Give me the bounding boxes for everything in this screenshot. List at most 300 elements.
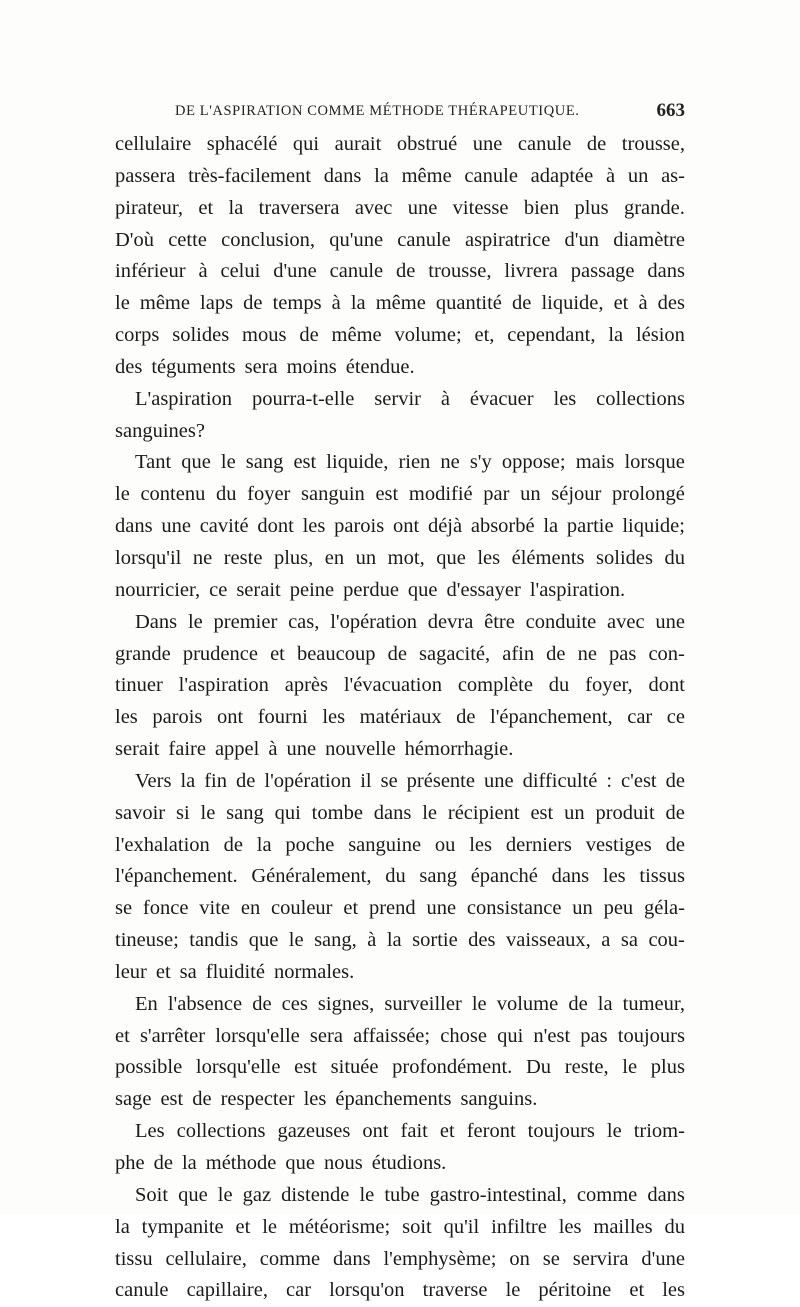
- word: normales.: [273, 960, 355, 983]
- word: est: [294, 1056, 317, 1079]
- word: tineuse;: [115, 929, 179, 952]
- word: mailles: [593, 1215, 653, 1238]
- word: de: [665, 833, 685, 856]
- word: infiltre: [491, 1215, 547, 1238]
- word: l'absence: [167, 992, 243, 1015]
- word: dans: [323, 164, 362, 187]
- word: sage: [115, 1088, 152, 1111]
- word: livrera: [504, 260, 558, 283]
- word: d'une: [641, 1247, 685, 1270]
- word: toujours: [527, 1120, 595, 1143]
- word: pourra-t-elle: [251, 387, 355, 410]
- word: et: [629, 1279, 645, 1302]
- word: de: [252, 992, 272, 1015]
- word: de: [665, 769, 685, 792]
- word: pirateur,: [115, 196, 184, 219]
- word: gastro-intestinal,: [429, 1183, 567, 1206]
- word: obstrué: [396, 133, 458, 155]
- word: prend: [368, 897, 416, 920]
- word: derniers: [505, 833, 572, 856]
- paragraph: [115, 1180, 685, 1307]
- text-line: [115, 384, 685, 416]
- word: sang: [226, 801, 264, 824]
- word: en: [240, 897, 261, 920]
- word: distende: [281, 1183, 350, 1206]
- word: de: [546, 642, 566, 665]
- text-line: [115, 256, 685, 288]
- word: et: [613, 292, 629, 315]
- word: à: [440, 387, 450, 410]
- word: du: [548, 674, 570, 697]
- word: grande.: [623, 196, 685, 219]
- word: appel: [214, 738, 260, 761]
- word: volume;: [394, 324, 462, 347]
- word: le: [115, 292, 130, 315]
- word: Vers: [135, 769, 172, 792]
- word: de: [512, 292, 532, 315]
- word: as-: [661, 164, 685, 187]
- word: le: [606, 1120, 622, 1143]
- text-line: [115, 607, 685, 639]
- word: si: [175, 801, 190, 824]
- word: que: [181, 451, 211, 474]
- word: faire: [168, 738, 206, 761]
- word: cas,: [288, 610, 320, 633]
- word: nous: [323, 1152, 363, 1174]
- text-line: [115, 479, 685, 511]
- word: prolongé: [612, 483, 685, 506]
- word: couleur: [271, 897, 333, 920]
- word: gaz: [242, 1183, 272, 1206]
- word: capillaire,: [186, 1279, 268, 1302]
- word: celui: [220, 260, 261, 283]
- word: et,: [474, 324, 495, 347]
- word: de: [223, 833, 243, 856]
- word: canule: [517, 133, 572, 155]
- word: c'est: [621, 769, 657, 792]
- word: un: [564, 801, 585, 824]
- text-line: [115, 352, 685, 384]
- word: :: [606, 769, 613, 792]
- paragraph: [115, 766, 685, 989]
- word: qu'il: [443, 1215, 480, 1238]
- text-line: [115, 288, 685, 320]
- word: il: [360, 769, 372, 792]
- word: que: [248, 929, 279, 952]
- word: ne: [192, 546, 213, 569]
- word: triom-: [633, 1120, 685, 1143]
- word: un: [355, 546, 377, 569]
- text-line: [115, 1052, 685, 1084]
- word: même: [401, 164, 452, 187]
- word: même: [331, 324, 382, 347]
- word: même: [375, 292, 426, 315]
- running-title: DE L'ASPIRATION COMME MÉTHODE THÉRAPEUTIQUE.: [175, 103, 580, 119]
- word: du: [215, 483, 237, 506]
- word: plus: [574, 196, 609, 219]
- word: sanguine: [348, 833, 422, 856]
- text-line: [115, 830, 685, 862]
- text-line: [115, 225, 685, 257]
- word: séjour: [551, 483, 602, 506]
- word: ou: [434, 833, 456, 856]
- word: être: [484, 610, 515, 633]
- text-line: [115, 575, 685, 607]
- word: savoir: [115, 801, 166, 824]
- text-line: [115, 702, 685, 734]
- word: méthode: [205, 1152, 277, 1174]
- word: du: [664, 1215, 685, 1238]
- word: peine: [289, 578, 335, 601]
- word: parois: [334, 515, 385, 538]
- word: située: [330, 1056, 379, 1079]
- text-line: [115, 1084, 685, 1116]
- word: et: [235, 1215, 251, 1238]
- text-line: [115, 1275, 685, 1307]
- word: dans: [115, 515, 153, 538]
- word: sang: [419, 865, 457, 888]
- word: les: [303, 1088, 327, 1111]
- body-text: [115, 129, 685, 1307]
- word: avec: [354, 196, 393, 219]
- word: respecter: [220, 1088, 295, 1111]
- word: beaucoup: [296, 642, 376, 665]
- word: oppose;: [501, 451, 566, 474]
- word: passage: [570, 260, 635, 283]
- word: à: [638, 292, 648, 315]
- paragraph: [115, 607, 685, 766]
- word: que: [436, 546, 466, 569]
- word: tympanite: [141, 1215, 224, 1238]
- text-line: [115, 1212, 685, 1244]
- word: solides: [172, 324, 230, 347]
- text-line: [115, 639, 685, 671]
- word: d'un: [564, 228, 599, 251]
- word: une: [472, 133, 503, 155]
- word: qui: [497, 1024, 524, 1047]
- text-line: [115, 925, 685, 957]
- word: sanguins.: [460, 1088, 538, 1111]
- word: dont: [257, 515, 294, 538]
- word: partie: [566, 515, 614, 538]
- word: l'opération: [330, 610, 417, 633]
- word: sera: [309, 1024, 343, 1047]
- word: la: [374, 164, 389, 187]
- page-number: 663: [656, 100, 685, 121]
- word: les: [553, 387, 577, 410]
- word: du: [664, 546, 685, 569]
- word: les: [469, 833, 493, 856]
- word: quantité: [435, 292, 502, 315]
- word: feront: [466, 1120, 516, 1143]
- word: tissu: [115, 1247, 153, 1270]
- word: est: [530, 801, 554, 824]
- text-line: [115, 1116, 685, 1148]
- word: lorsqu'elle: [215, 1024, 300, 1047]
- word: plus: [650, 1056, 685, 1079]
- word: s'y: [469, 451, 492, 474]
- word: comme: [259, 1247, 321, 1270]
- word: trousse,: [428, 260, 492, 283]
- word: un: [572, 897, 593, 920]
- word: récipient: [447, 801, 520, 824]
- word: sortie: [412, 929, 458, 952]
- word: fourni: [257, 706, 308, 729]
- word: lorsque: [624, 451, 685, 474]
- word: l'épanchement,: [490, 706, 613, 729]
- word: bien: [523, 196, 560, 219]
- word: liquide,: [541, 292, 604, 315]
- text-line: [115, 1180, 685, 1212]
- word: des: [657, 292, 685, 315]
- word: Soit: [135, 1183, 169, 1206]
- text-line: [115, 1021, 685, 1053]
- word: la: [181, 1152, 197, 1174]
- word: dans: [333, 1247, 371, 1270]
- word: cellulaire,: [165, 1247, 247, 1270]
- word: ces: [281, 992, 308, 1015]
- word: comme: [576, 1183, 638, 1206]
- word: vestiges: [585, 833, 652, 856]
- word: se: [542, 1247, 560, 1270]
- word: collections: [596, 387, 685, 410]
- word: les: [558, 1215, 582, 1238]
- word: géla-: [644, 897, 685, 920]
- word: la: [228, 196, 244, 219]
- word: sphacélé: [206, 133, 278, 155]
- paragraph: [115, 1116, 685, 1180]
- word: servira: [572, 1247, 629, 1270]
- word: complète: [457, 674, 533, 697]
- word: possible: [115, 1056, 183, 1079]
- word: à: [268, 738, 278, 761]
- word: sang,: [314, 929, 357, 952]
- word: absorbé: [470, 515, 535, 538]
- text-line: [115, 511, 685, 543]
- word: volume: [496, 992, 559, 1015]
- word: la: [597, 992, 613, 1015]
- word: sa: [179, 960, 197, 983]
- word: parois: [152, 706, 203, 729]
- word: lésion: [635, 324, 685, 347]
- text-line: [115, 734, 685, 766]
- word: tinuer: [115, 674, 163, 697]
- word: que: [407, 578, 438, 601]
- word: la: [350, 292, 366, 315]
- word: cou-: [648, 929, 685, 952]
- word: le: [217, 1183, 233, 1206]
- word: Généralement,: [251, 865, 372, 888]
- word: fin: [204, 769, 228, 792]
- word: gazeuses: [277, 1120, 351, 1143]
- word: moins: [286, 355, 337, 378]
- text-line: [115, 129, 685, 161]
- word: d'une: [273, 260, 317, 283]
- text-line: [115, 543, 685, 575]
- word: fait: [400, 1120, 428, 1143]
- word: d'essayer: [446, 578, 521, 601]
- word: qu'une: [329, 228, 384, 251]
- word: ce: [209, 578, 228, 601]
- word: conclusion,: [221, 228, 316, 251]
- word: et: [439, 1120, 455, 1143]
- word: cependant,: [507, 324, 596, 347]
- text-line: [115, 798, 685, 830]
- word: vitesse: [452, 196, 509, 219]
- word: peu: [603, 897, 634, 920]
- word: les: [322, 706, 346, 729]
- word: mous: [242, 324, 287, 347]
- word: ce: [666, 706, 685, 729]
- word: cette: [168, 228, 207, 251]
- word: l'aspiration: [178, 674, 269, 697]
- word: et: [343, 897, 359, 920]
- word: afin: [502, 642, 535, 665]
- word: produit: [595, 801, 655, 824]
- word: de: [243, 292, 263, 315]
- word: ont: [362, 1120, 389, 1143]
- word: les: [477, 546, 501, 569]
- word: ont: [392, 515, 420, 538]
- word: qui: [274, 801, 301, 824]
- text-line: [115, 1148, 685, 1180]
- word: aurait: [334, 133, 382, 155]
- word: le: [505, 1279, 521, 1302]
- word: le: [622, 1056, 638, 1079]
- word: l'épanchement.: [115, 865, 238, 888]
- word: les: [302, 515, 326, 538]
- word: pas: [580, 1024, 608, 1047]
- word: plus,: [273, 546, 314, 569]
- word: téguments: [151, 355, 236, 378]
- word: dans: [551, 865, 590, 888]
- word: que: [178, 1183, 208, 1206]
- word: cavité: [199, 515, 249, 538]
- text-line: [115, 893, 685, 925]
- word: Dans: [135, 610, 178, 633]
- word: météorisme;: [288, 1215, 391, 1238]
- word: se: [115, 897, 133, 920]
- word: péritoine: [538, 1279, 612, 1302]
- word: surveiller: [384, 992, 462, 1015]
- word: l'évacuation: [343, 674, 442, 697]
- word: de: [153, 1152, 173, 1174]
- word: con-: [648, 642, 685, 665]
- word: vite: [199, 897, 231, 920]
- word: a: [601, 929, 611, 952]
- word: la: [115, 1215, 130, 1238]
- word: canule: [397, 228, 451, 251]
- word: devra: [427, 610, 474, 633]
- word: l'emphysème;: [383, 1247, 497, 1270]
- word: le: [115, 483, 130, 506]
- word: est: [375, 483, 399, 506]
- word: traverse: [422, 1279, 488, 1302]
- word: sa: [620, 929, 638, 952]
- word: conduite: [525, 610, 597, 633]
- word: de: [236, 769, 256, 792]
- word: après: [284, 674, 328, 697]
- word: serait: [236, 578, 281, 601]
- word: de: [387, 642, 407, 665]
- word: et: [198, 196, 214, 219]
- word: que: [285, 1152, 315, 1174]
- word: sang: [245, 451, 284, 474]
- word: laps: [200, 292, 234, 315]
- word: toujours: [617, 1024, 685, 1047]
- word: tandis: [189, 929, 239, 952]
- word: matériaux: [359, 706, 442, 729]
- text-line: [115, 193, 685, 225]
- word: qui: [292, 133, 320, 155]
- word: poche: [285, 833, 335, 856]
- text-line: [115, 957, 685, 989]
- word: rien: [398, 451, 431, 474]
- word: les: [602, 865, 626, 888]
- word: de: [586, 133, 607, 155]
- word: les: [115, 706, 138, 729]
- word: car: [286, 1279, 312, 1302]
- word: dans: [373, 801, 412, 824]
- word: de: [299, 324, 319, 347]
- word: canule: [464, 164, 518, 187]
- word: phe: [115, 1152, 145, 1174]
- word: un: [627, 164, 649, 187]
- word: collections: [176, 1120, 266, 1143]
- word: reste: [223, 546, 263, 569]
- text-line: [115, 989, 685, 1021]
- word: l'exhalation: [115, 833, 210, 856]
- word: affaissée;: [353, 1024, 431, 1047]
- word: les: [662, 1279, 685, 1302]
- word: servir: [374, 387, 421, 410]
- word: à: [605, 164, 616, 187]
- word: à: [198, 260, 208, 283]
- word: le: [288, 929, 304, 952]
- word: vaisseaux,: [505, 929, 591, 952]
- word: corps: [115, 324, 160, 347]
- word: leur: [115, 960, 147, 983]
- word: une: [407, 196, 438, 219]
- word: épanché: [470, 865, 538, 888]
- word: modifié: [408, 483, 473, 506]
- word: Tant: [135, 451, 172, 474]
- word: la: [543, 515, 559, 538]
- word: dont: [648, 674, 685, 697]
- text-line: [115, 416, 685, 448]
- word: lorsqu'il: [115, 546, 182, 569]
- text-line: [115, 861, 685, 893]
- word: premier: [213, 610, 278, 633]
- word: la: [386, 929, 402, 952]
- word: évacuer: [469, 387, 534, 410]
- word: déjà: [427, 515, 463, 538]
- word: tube: [384, 1183, 420, 1206]
- word: consistance: [466, 897, 562, 920]
- text-line: [115, 1244, 685, 1276]
- text-line: [115, 320, 685, 352]
- word: inférieur: [115, 260, 186, 283]
- word: Les: [135, 1120, 165, 1143]
- word: contenu: [140, 483, 206, 506]
- word: est: [293, 451, 317, 474]
- word: le: [471, 992, 487, 1015]
- word: éléments: [511, 546, 585, 569]
- word: signes,: [317, 992, 375, 1015]
- word: lorsqu'on: [329, 1279, 405, 1302]
- word: des: [115, 355, 143, 378]
- word: liquide;: [622, 515, 685, 538]
